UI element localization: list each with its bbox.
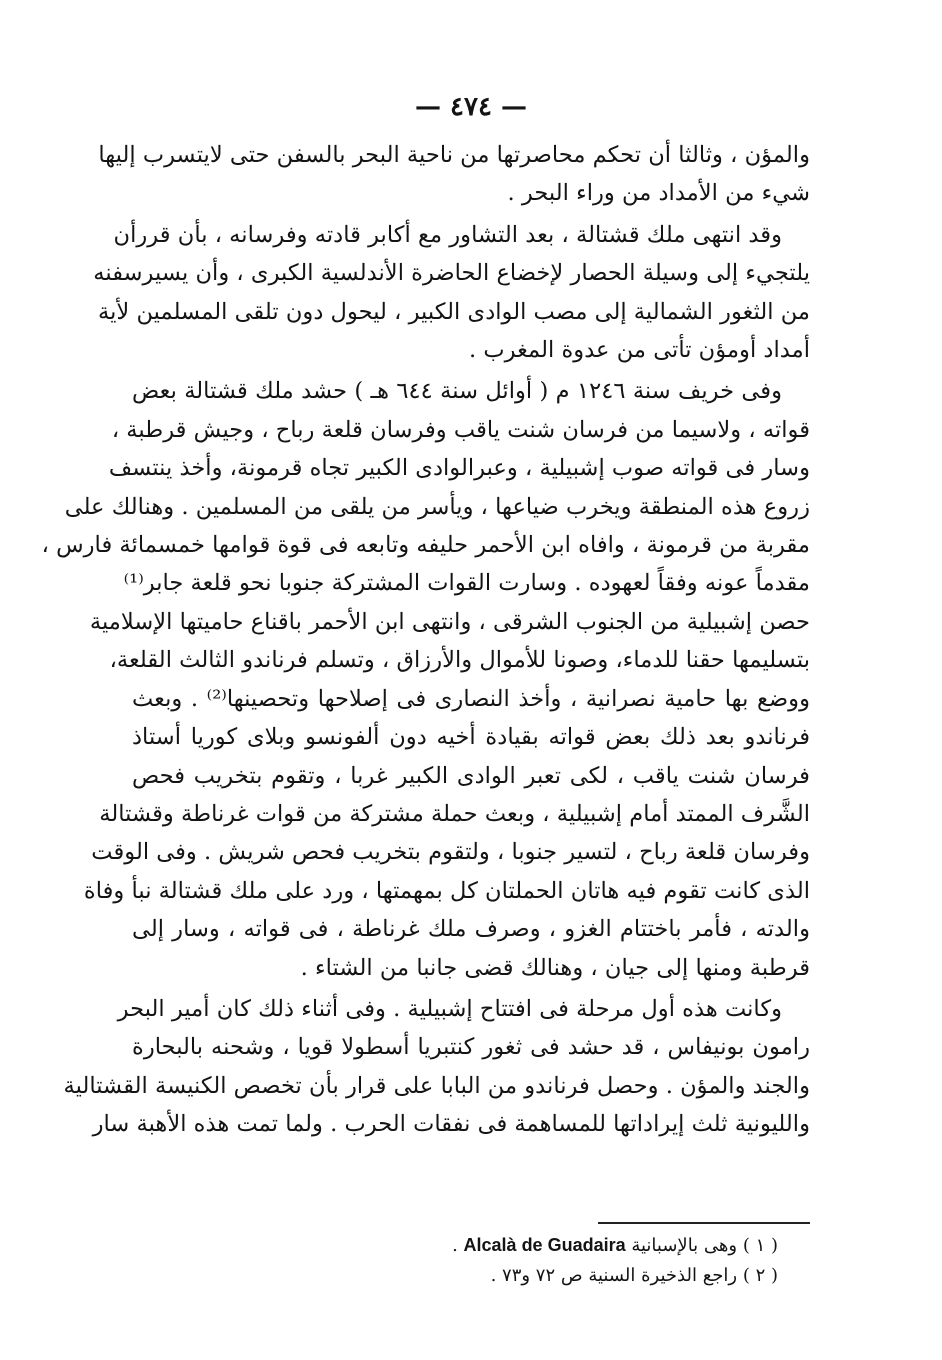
footnote-1-text: ( ١ ) وهى بالإسبانية bbox=[631, 1235, 778, 1256]
paragraph-2 bbox=[93, 216, 810, 370]
text-line: وسار فى قواته صوب إشبيلية ، وعبرالوادى الكبير تجاه قرمونة، وأخذ ينتسف bbox=[108, 455, 810, 482]
paragraph-1 bbox=[98, 136, 810, 213]
text-line: فرسان شنت ياقب ، لكى تعبر الوادى الكبير غربا ، وتقوم بتخريب فحص bbox=[132, 762, 810, 789]
text-line: والدته ، فأمر باختتام الغزو ، وصرف ملك غرناطة ، فى قواته ، وسار إلى bbox=[132, 916, 810, 943]
page-number: — ٤٧٤ — bbox=[414, 92, 528, 122]
text-line: حصن إشبيلية من الجنوب الشرقى ، وانتهى ابن الأحمر باقناع حاميتها الإسلامية bbox=[89, 608, 810, 635]
text-line: وفرسان قلعة رباح ، لتسير جنوبا ، ولتقوم بتخريب فحص شريش . وفى الوقت bbox=[91, 839, 810, 866]
text-line: وكانت هذه أول مرحلة فى افتتاح إشبيلية . وفى أثناء ذلك كان أمير البحر bbox=[117, 995, 782, 1022]
text-line: الذى كانت تقوم فيه هاتان الحملتان كل بمهمتها ، ورد على ملك قشتالة نبأ وفاة bbox=[83, 877, 810, 904]
body-text bbox=[41, 136, 810, 1147]
text-line: مقدماً عونه وفقاً لعهوده . وسارت القوات المشتركة جنوبا نحو قلعة جابر⁽¹⁾ bbox=[123, 570, 810, 597]
footnote-1-suffix: . bbox=[452, 1235, 458, 1256]
text-line: قرطبة ومنها إلى جيان ، وهنالك قضى جانبا من الشتاء . bbox=[300, 954, 810, 981]
text-line: بتسليمها حقنا للدماء، وصونا للأموال والأرزاق ، وتسلم فرناندو الثالث القلعة، bbox=[109, 647, 810, 674]
text-line: وفى خريف سنة ١٢٤٦ م ( أوائل سنة ٦٤٤ هـ ) حشد ملك قشتالة بعض bbox=[132, 378, 782, 405]
footnote-divider bbox=[598, 1222, 810, 1224]
footnote-1 bbox=[300, 1230, 778, 1261]
footnote-2-text: ( ٢ ) راجع الذخيرة السنية ص ٧٢ و٧٣ . bbox=[490, 1265, 778, 1286]
text-line: ووضع بها حامية نصرانية ، وأخذ النصارى فى إصلاحها وتحصينها⁽²⁾ . وبعث bbox=[132, 685, 810, 712]
text-line: والليونية ثلث إيراداتها للمساهمة فى نفقات الحرب . ولما تمت هذه الأهبة سار bbox=[92, 1111, 810, 1138]
text-line: وقد انتهى ملك قشتالة ، بعد التشاور مع أكابر قادته وفرسانه ، بأن قررأن bbox=[113, 221, 782, 248]
text-line: قواته ، ولاسيما من فرسان شنت ياقب وفرسان قلعة رباح ، وجيش قرطبة ، bbox=[111, 416, 810, 443]
text-line: من الثغور الشمالية إلى مصب الوادى الكبير ، ليحول دون تلقى المسلمين لأية bbox=[98, 298, 810, 325]
footnote-1-latin: Alcalà de Guadaira bbox=[463, 1235, 626, 1255]
text-line: مقربة من قرمونة ، وافاه ابن الأحمر حليفه وتابعه فى قوة قوامها خمسمائة فارس ، bbox=[41, 532, 810, 559]
text-line: يلتجيء إلى وسيلة الحصار لإخضاع الحاضرة الأندلسية الكبرى ، وأن يسيرسفنه bbox=[93, 260, 810, 287]
text-line: والمؤن ، وثالثا أن تحكم محاصرتها من ناحية البحر بالسفن حتى لايتسرب إليها bbox=[98, 142, 810, 168]
footnotes bbox=[300, 1230, 778, 1291]
text-line: والجند والمؤن . وحصل فرناندو من البابا على قرار بأن تخصص الكنيسة القشتالية bbox=[63, 1072, 810, 1099]
footnote-2 bbox=[300, 1261, 778, 1291]
text-line: رامون بونيفاس ، قد حشد فى ثغور كنتبريا أسطولا قويا ، وشحنه بالبحارة bbox=[132, 1034, 810, 1061]
text-line: فرناندو بعد ذلك بعض قواته بقيادة أخيه دون ألفونسو وبلاى كوريا أستاذ bbox=[132, 724, 810, 751]
paragraph-3 bbox=[41, 372, 810, 987]
text-line: زروع هذه المنطقة ويخرب ضياعها ، ويأسر من يلقى من المسلمين . وهنالك على bbox=[64, 493, 810, 520]
text-line: أمداد أومؤن تأتى من عدوة المغرب . bbox=[469, 337, 810, 364]
text-line: شيء من الأمداد من وراء البحر . bbox=[507, 180, 810, 207]
text-line: الشَّرف الممتد أمام إشبيلية ، وبعث حملة مشتركة من قوات غرناطة وقشتالة bbox=[99, 800, 810, 827]
paragraph-4 bbox=[63, 990, 810, 1144]
